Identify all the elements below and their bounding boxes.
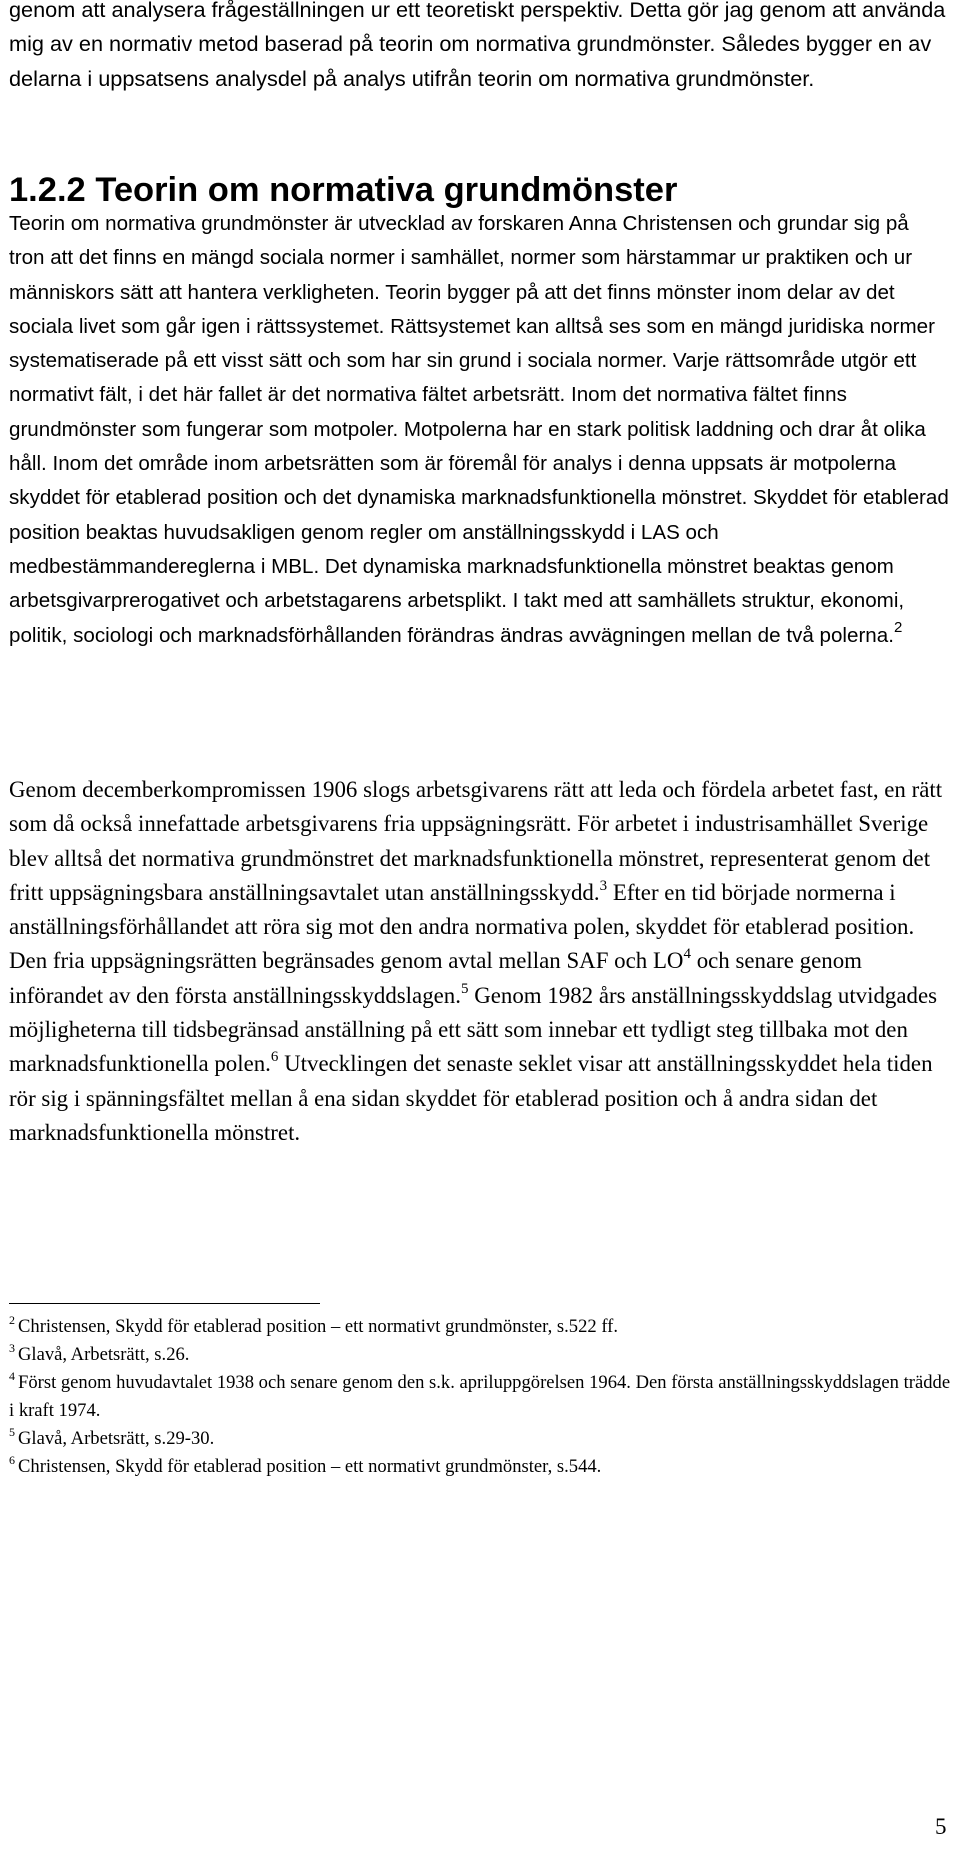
intro-text: genom att analysera frågeställningen ur ett teoretiskt perspektiv. Detta gör jag genom att använda mig av en normativ metod baserad på teorin om normativa grundmönster. Således bygger en av delarna i uppsatsens analysdel på analys utifrån teorin om normativa grundmönster. <box>9 0 946 91</box>
footnote-number: 6 <box>9 1453 15 1467</box>
theory-paragraph <box>9 207 949 653</box>
footnote-text: Christensen, Skydd för etablerad position – ett normativt grundmönster, s.544. <box>18 1456 602 1477</box>
theory-paragraph-text: Teorin om normativa grundmönster är utvecklad av forskaren Anna Christensen och grundar sig på tron att det finns en mängd sociala normer i samhället, normer som härstammar ur praktiken och ur människors sätt att hantera verkligheten. Teorin bygger på att det finns mönster inom delar av det sociala livet som går igen i rättssystemet. Rättsystemet kan alltså ses som en mängd juridiska normer systematiserade på ett visst sätt och som har sin grund i sociala normer. Varje rättsområde utgör ett normativt fält, i det här fallet är det normativa fältet arbetsrätt. Inom det normativa fältet finns grundmönster som fungerar som motpoler. Motpolerna har en stark politisk laddning och drar åt olika håll. Inom det område inom arbetsrätten som är föremål för analys i denna uppsats är motpolerna skyddet för etablerad position och det dynamiska marknadsfunktionella mönstret. Skyddet för etablerad position beaktas huvudsakligen genom regler om anställningsskydd i LAS och medbestämmandereglerna i MBL. Det dynamiska marknadsfunktionella mönstret beaktas genom arbetsgivarprerogativet och arbetstagarens arbetsplikt. I takt med att samhällets struktur, ekonomi, politik, sociologi och marknadsförhållanden förändras ändras avvägningen mellan de två polerna. <box>9 212 949 647</box>
history-text-part-1: Genom decemberkompromissen 1906 slogs arbetsgivarens rätt att leda och fördela arbetet fast, en rätt som då också innefattade arbetsgivarens fria uppsägningsrätt. För arbetet i industrisamhället Sverige blev alltså det normativa grundmönstret det marknadsfunktionella mönstret, representerat genom det fritt uppsägningsbara anställningsavtalet utan anställningsskydd. <box>9 777 943 905</box>
footnote-item <box>9 1313 954 1341</box>
footnote-separator <box>9 1303 320 1304</box>
footnote-ref-6[interactable]: 6 <box>270 1049 279 1066</box>
footnote-text: Först genom huvudavtalet 1938 och senare genom den s.k. apriluppgörelsen 1964. Den första anställningsskyddslagen trädde i kraft 1974. <box>9 1372 951 1421</box>
footnote-text: Glavå, Arbetsrätt, s.26. <box>18 1344 190 1365</box>
footnote-item <box>9 1425 954 1453</box>
footnote-item <box>9 1341 954 1369</box>
footnote-number: 2 <box>9 1313 15 1327</box>
section-heading: 1.2.2 Teorin om normativa grundmönster <box>9 171 678 209</box>
footnote-ref-2[interactable]: 2 <box>893 618 903 636</box>
history-text-part-3: och senare genom införandet av den första anställningsskyddslagen. <box>9 948 862 1008</box>
history-paragraph <box>9 773 949 1150</box>
footnote-item <box>9 1369 954 1425</box>
footnote-item <box>9 1453 954 1481</box>
footnote-list <box>9 1313 954 1481</box>
history-text-part-5: Utvecklingen det senaste seklet visar att anställningsskyddet hela tiden rör sig i spänningsfältet mellan å ena sidan skyddet för etablerad position och å andra sidan det marknadsfunktionella mönstret. <box>9 1051 933 1145</box>
footnote-ref-4[interactable]: 4 <box>683 946 691 963</box>
footnote-number: 3 <box>9 1341 15 1355</box>
intro-paragraph <box>9 0 949 96</box>
history-text-part-2: Efter en tid började normerna i anställningsförhållandet att röra sig mot den andra normativa polen, skyddet för etablerad position. Den fria uppsägningsrätten begränsades genom avtal mellan SAF och LO <box>9 879 915 974</box>
footnote-number: 4 <box>9 1369 15 1383</box>
footnote-text: Christensen, Skydd för etablerad position – ett normativt grundmönster, s.522 ff. <box>18 1316 619 1337</box>
footnote-text: Glavå, Arbetsrätt, s.29-30. <box>18 1428 215 1449</box>
history-text-part-4: Genom 1982 års anställningsskyddslag utvidgades möjligheterna till tidsbegränsad anställning på ett sätt som innebar ett tydligt steg tillbaka mot den marknadsfunktionella polen. <box>9 982 938 1077</box>
footnote-number: 5 <box>9 1425 15 1439</box>
footnote-ref-5[interactable]: 5 <box>460 980 469 997</box>
page-number: 5 <box>935 1814 947 1839</box>
footnote-ref-3[interactable]: 3 <box>599 877 608 894</box>
